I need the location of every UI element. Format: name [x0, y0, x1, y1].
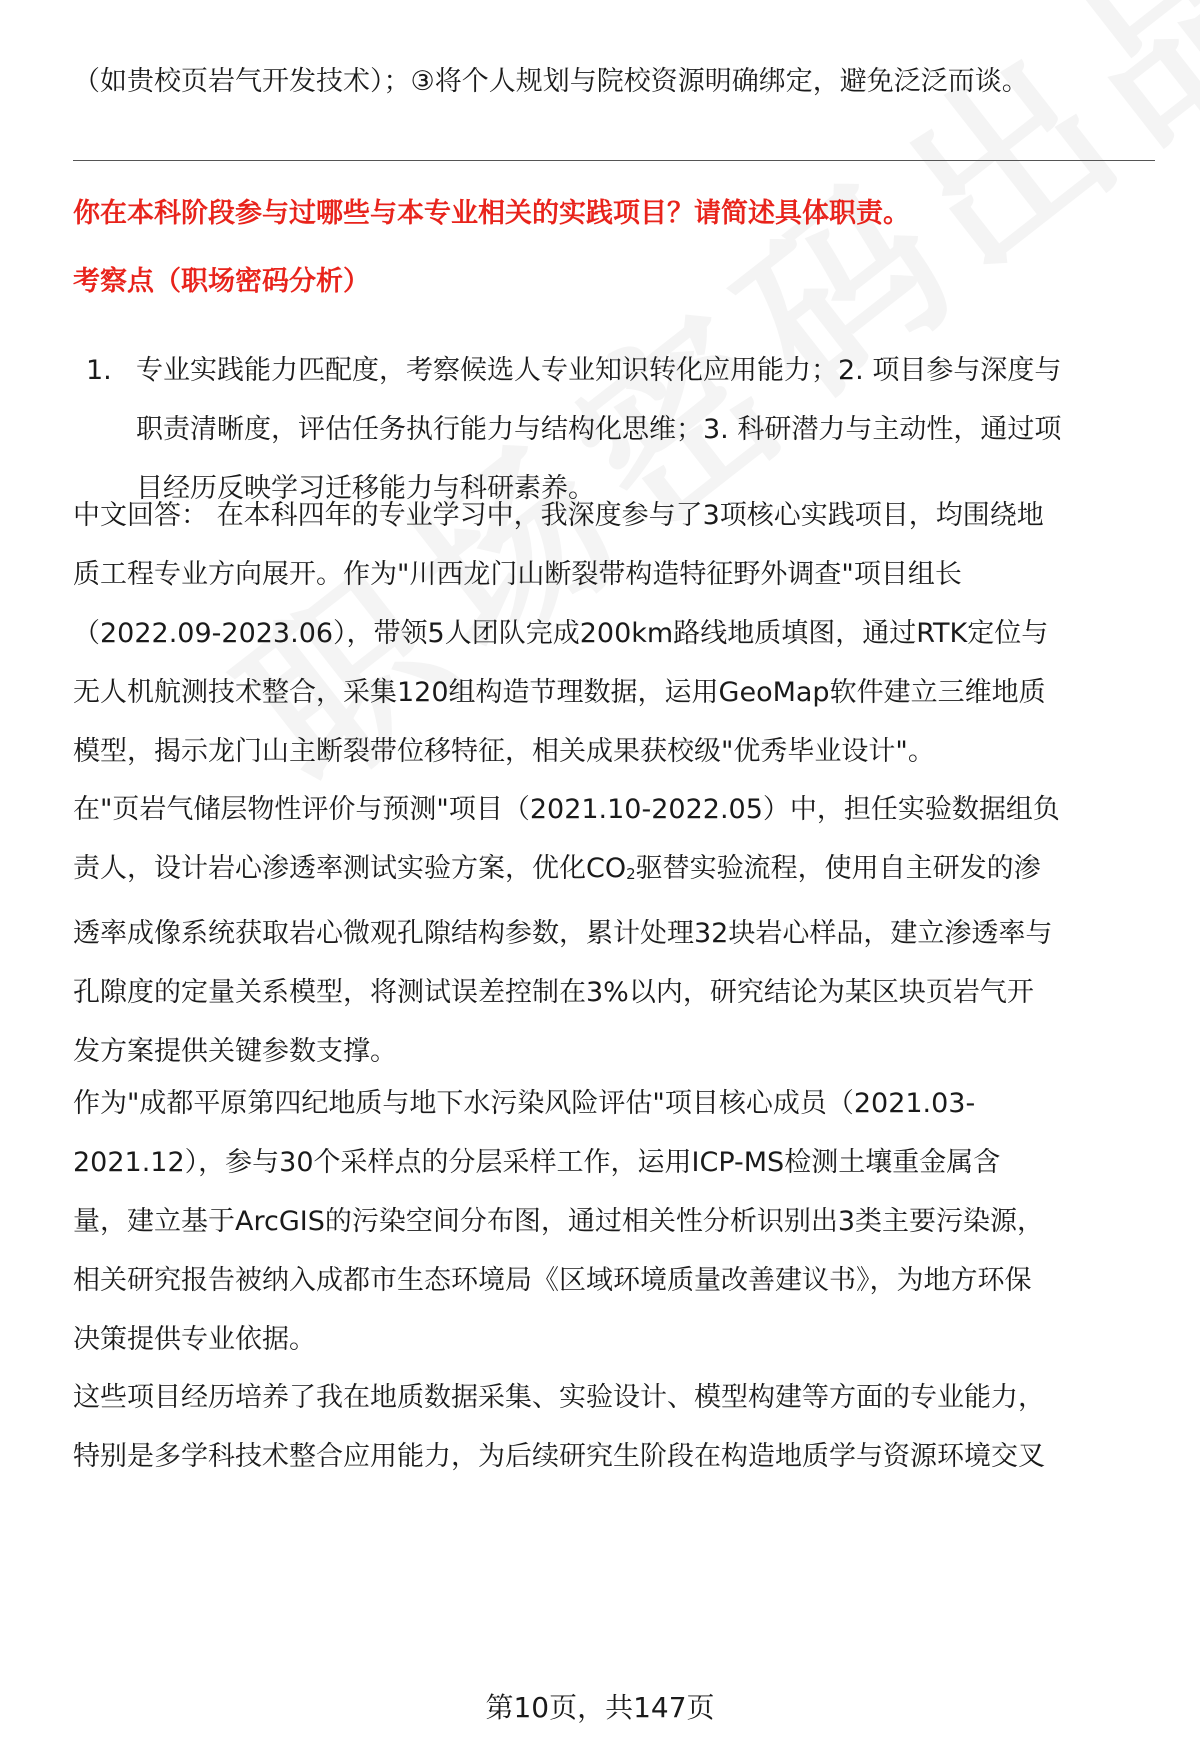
paragraph-line: 无人机航测技术整合，采集120组构造节理数据，运用GeoMap软件建立三维地质 — [73, 677, 1046, 708]
paragraph-line: 中文回答： 在本科四年的专业学习中，我深度参与了3项核心实践项目，均围绕地 — [73, 500, 1044, 531]
page-number: 第10页，共147页 — [485, 1691, 715, 1724]
paragraph-line — [73, 839, 1155, 904]
paragraph-line: 在"页岩气储层物性评价与预测"项目（2021.10-2022.05）中，担任实验数据组负 — [73, 794, 1060, 825]
paragraph-line: 量，建立基于ArcGIS的污染空间分布图，通过相关性分析识别出3类主要污染源， — [73, 1206, 1045, 1237]
paragraph-line: 决策提供专业依据。 — [73, 1324, 316, 1355]
answer-paragraph-4 — [73, 1368, 1155, 1486]
list-item-line: 职责清晰度，评估任务执行能力与结构化思维；3. 科研潜力与主动性，通过项 — [136, 414, 1062, 445]
list-item-line: 目经历反映学习迁移能力与科研素养。 — [136, 473, 595, 504]
paragraph-line: 相关研究报告被纳入成都市生态环境局《区域环境质量改善建议书》，为地方环保 — [73, 1265, 1032, 1296]
paragraph-line: 特别是多学科技术整合应用能力，为后续研究生阶段在构造地质学与资源环境交叉 — [73, 1441, 1045, 1472]
paragraph-text: 驱替实验流程，使用自主研发的渗 — [635, 853, 1041, 884]
paragraph-line: 2021.12），参与30个采样点的分层采样工作，运用ICP-MS检测土壤重金属含 — [73, 1147, 1001, 1178]
paragraph-line: 模型，揭示龙门山主断裂带位移特征，相关成果获校级"优秀毕业设计"。 — [73, 736, 935, 767]
continuation-line: （如贵校页岩气开发技术）；③将个人规划与院校资源明确绑定，避免泛泛而谈。 — [73, 66, 1029, 97]
paragraph-line: 透率成像系统获取岩心微观孔隙结构参数，累计处理32块岩心样品，建立渗透率与 — [73, 918, 1053, 949]
paragraph-line: 作为"成都平原第四纪地质与地下水污染风险评估"项目核心成员（2021.03- — [73, 1088, 976, 1119]
answer-paragraph-3 — [73, 1074, 1155, 1369]
list-number: 1. — [86, 355, 112, 386]
answer-paragraph-2 — [73, 780, 1155, 1081]
paragraph-line: 孔隙度的定量关系模型，将测试误差控制在3%以内，研究结论为某区块页岩气开 — [73, 977, 1034, 1008]
paragraph-line: 这些项目经历培养了我在地质数据采集、实验设计、模型构建等方面的专业能力， — [73, 1382, 1045, 1413]
paragraph-line: （2022.09-2023.06），带领5人团队完成200km路线地质填图，通过RTK定位与 — [73, 618, 1049, 649]
list-item-line: 专业实践能力匹配度，考察候选人专业知识转化应用能力；2. 项目参与深度与 — [136, 355, 1062, 386]
paragraph-line: 质工程专业方向展开。作为"川西龙门山断裂带构造特征野外调查"项目组长 — [73, 559, 962, 590]
paragraph-text: 责人，设计岩心渗透率测试实验方案，优化CO — [73, 853, 627, 884]
section-divider — [73, 160, 1155, 161]
question-heading: 你在本科阶段参与过哪些与本专业相关的实践项目？请简述具体职责。 — [73, 198, 910, 229]
paragraph-line: 发方案提供关键参数支撑。 — [73, 1036, 397, 1067]
answer-paragraph-1 — [73, 486, 1155, 781]
subscript: 2 — [626, 865, 636, 883]
section-heading: 考察点（职场密码分析） — [73, 266, 370, 297]
